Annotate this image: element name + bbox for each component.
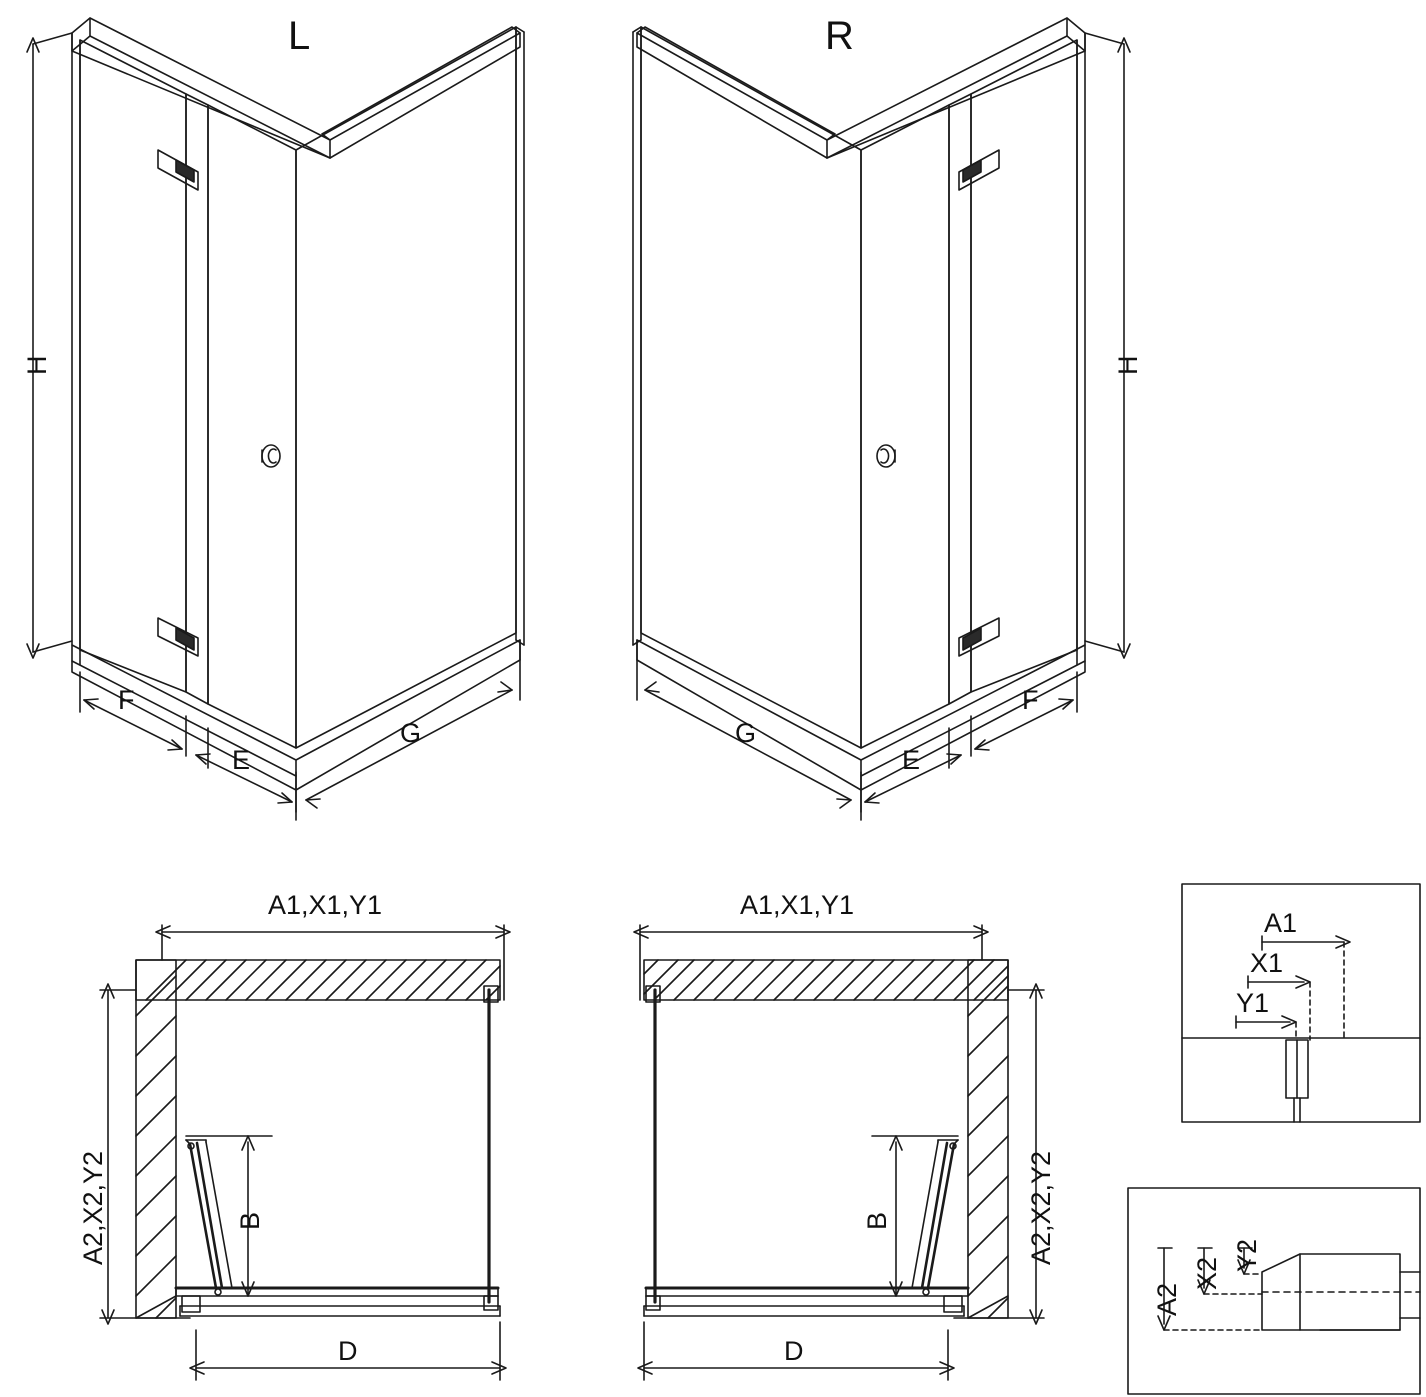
- detail-top-right: [1182, 884, 1420, 1122]
- plan-left-bottom-dim-label: D: [338, 1336, 358, 1366]
- detail-bottom-x2-label: X2: [1192, 1256, 1222, 1290]
- plan-left-door-dim-label: B: [235, 1211, 265, 1230]
- plan-right-bottom-dim-label: D: [784, 1336, 804, 1366]
- plan-left-side-dim-label: A2,X2,Y2: [78, 1150, 108, 1265]
- iso-right-height-label: H: [1113, 355, 1143, 375]
- iso-left-title: L: [288, 14, 311, 58]
- iso-right-title: R: [825, 14, 854, 58]
- plan-view-right: [634, 925, 1044, 1380]
- iso-right-panel-g-label: G: [735, 718, 757, 748]
- iso-right-panel-f-label: F: [1022, 685, 1039, 715]
- detail-bottom-a2-label: A2: [1152, 1282, 1182, 1316]
- plan-right-side-dim-label: A2,X2,Y2: [1026, 1150, 1056, 1265]
- iso-right-door-e-label: E: [902, 745, 921, 775]
- iso-left-panel-f-label: F: [118, 685, 135, 715]
- detail-top-y1-label: Y1: [1236, 988, 1270, 1018]
- iso-left-height-label: H: [22, 355, 52, 375]
- detail-top-a1-label: A1: [1264, 908, 1298, 938]
- plan-view-left: [100, 925, 510, 1380]
- plan-left-top-dim-label: A1,X1,Y1: [268, 890, 383, 920]
- detail-bottom-y2-label: Y2: [1232, 1238, 1262, 1272]
- iso-view-right: [633, 18, 1130, 820]
- detail-top-x1-label: X1: [1250, 948, 1284, 978]
- iso-view-left: [27, 18, 524, 820]
- iso-left-door-e-label: E: [232, 745, 251, 775]
- plan-right-top-dim-label: A1,X1,Y1: [740, 890, 855, 920]
- plan-right-door-dim-label: B: [862, 1211, 892, 1230]
- iso-left-panel-g-label: G: [400, 718, 422, 748]
